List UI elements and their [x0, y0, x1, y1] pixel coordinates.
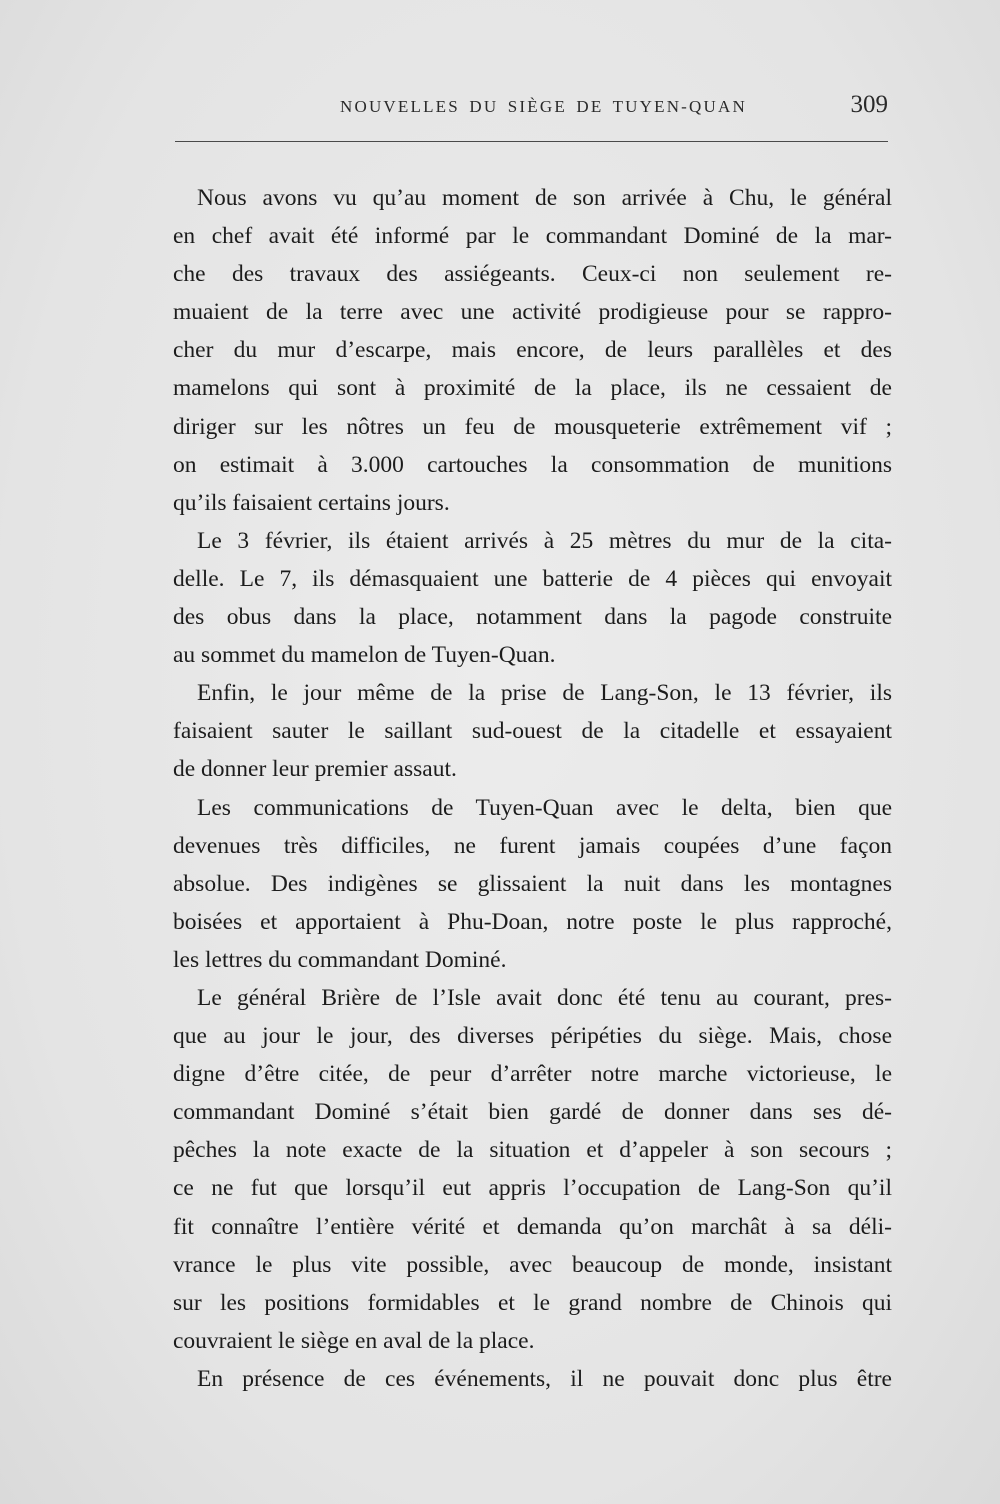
text-line: digne d’être citée, de peur d’arrêter notre marche victorieuse, le [173, 1061, 892, 1088]
text-line: Enfin, le jour même de la prise de Lang-Son, le 13 février, ils [197, 680, 892, 707]
text-line: che des travaux des assiégeants. Ceux-ci non seulement re- [173, 261, 892, 288]
text-line: absolue. Des indigènes se glissaient la nuit dans les montagnes [173, 870, 892, 897]
body-text [173, 179, 892, 1398]
text-line: Le général Brière de l’Isle avait donc été tenu au courant, pres- [197, 984, 892, 1011]
text-line: sur les positions formidables et le grand nombre de Chinois qui [173, 1289, 892, 1316]
header-rule [175, 141, 888, 142]
text-line: faisaient sauter le saillant sud-ouest de la citadelle et essayaient [173, 718, 892, 745]
running-title: NOUVELLES DU SIÈGE DE TUYEN-QUAN [340, 97, 747, 116]
text-line: boisées et apportaient à Phu-Doan, notre poste le plus rapproché, [173, 908, 892, 935]
text-line: devenues très difficiles, ne furent jamais coupées d’une façon [173, 832, 892, 859]
text-line: pêches la note exacte de la situation et d’appeler à son secours ; [173, 1137, 892, 1164]
text-line: cher du mur d’escarpe, mais encore, de leurs parallèles et des [173, 337, 892, 364]
text-line: Nous avons vu qu’au moment de son arrivée à Chu, le général [197, 185, 892, 211]
running-head [175, 93, 892, 123]
text-line: que au jour le jour, des diverses péripéties du siège. Mais, chose [173, 1023, 892, 1050]
text-line: En présence de ces événements, il ne pouvait donc plus être [197, 1365, 892, 1392]
text-line: des obus dans la place, notamment dans la pagode construite [173, 604, 892, 631]
text-line: couvraient le siège en aval de la place. [173, 1327, 535, 1354]
text-line: vrance le plus vite possible, avec beaucoup de monde, insistant [173, 1251, 892, 1278]
text-line: muaient de la terre avec une activité prodigieuse pour se rappro- [173, 299, 892, 326]
text-line: diriger sur les nôtres un feu de mousqueterie extrêmement vif ; [173, 413, 892, 440]
text-line: on estimait à 3.000 cartouches la consommation de munitions [173, 451, 892, 478]
text-line: les lettres du commandant Dominé. [173, 946, 507, 973]
text-line: au sommet du mamelon de Tuyen-Quan. [173, 642, 556, 669]
text-line: Le 3 février, ils étaient arrivés à 25 mètres du mur de la cita- [197, 527, 892, 554]
text-line: qu’ils faisaient certains jours. [173, 489, 450, 516]
text-line: mamelons qui sont à proximité de la place, ils ne cessaient de [173, 375, 892, 402]
page-number: 309 [850, 91, 888, 118]
text-line: Les communications de Tuyen-Quan avec le delta, bien que [197, 794, 892, 821]
text-line: delle. Le 7, ils démasquaient une batterie de 4 pièces qui envoyait [173, 565, 892, 592]
text-line: fit connaître l’entière vérité et demanda qu’on marchât à sa déli- [173, 1213, 892, 1240]
text-line: de donner leur premier assaut. [173, 756, 457, 783]
text-line: en chef avait été informé par le commandant Dominé de la mar- [173, 223, 892, 250]
text-line: commandant Dominé s’était bien gardé de donner dans ses dé- [173, 1099, 892, 1126]
text-line: ce ne fut que lorsqu’il eut appris l’occupation de Lang-Son qu’il [173, 1175, 892, 1202]
